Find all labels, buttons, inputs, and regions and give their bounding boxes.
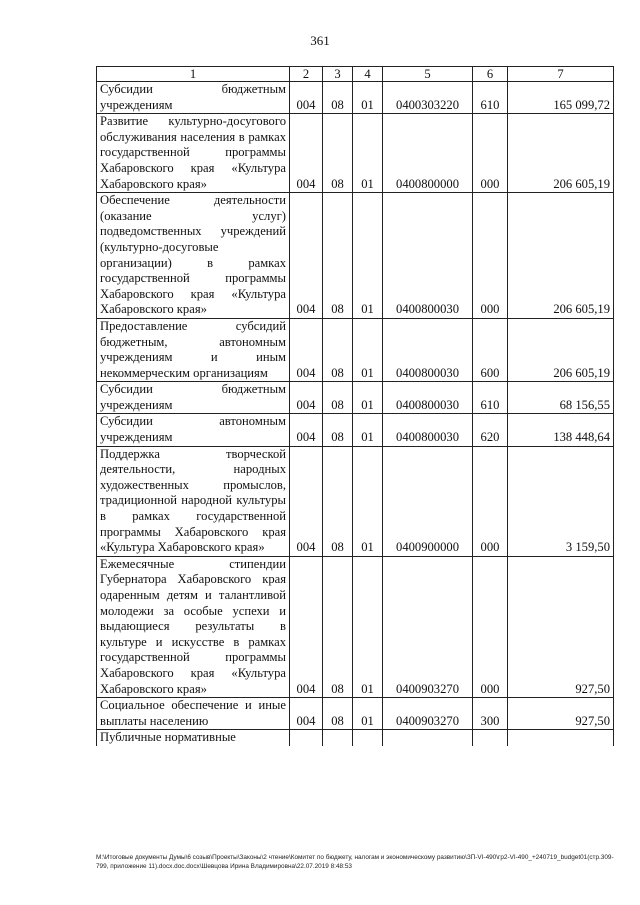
cell-target-item: 0400303220 <box>383 82 473 114</box>
cell-target-item: 0400800030 <box>383 193 473 319</box>
cell-subsection: 01 <box>353 193 383 319</box>
table-row <box>97 730 614 746</box>
row-name: Субсидии автономным учреждениям <box>97 414 290 446</box>
column-header: 1 <box>97 67 290 82</box>
cell-ministry-code: 004 <box>290 382 323 414</box>
cell-section: 08 <box>323 446 353 556</box>
row-name: Развитие культурно-досугового обслуживания населения в рамках государственной программы Хабаровского края «Культура Хабаровского края» <box>97 114 290 193</box>
table-header-row <box>97 67 614 82</box>
cell-amount: 165 099,72 <box>508 82 614 114</box>
cell-target-item: 0400800030 <box>383 318 473 381</box>
column-header: 7 <box>508 67 614 82</box>
cell-amount: 927,50 <box>508 556 614 697</box>
cell-expense-type: 610 <box>473 82 508 114</box>
cell-ministry-code: 004 <box>290 193 323 319</box>
cell-section: 08 <box>323 556 353 697</box>
row-name: Публичные нормативные <box>97 730 290 746</box>
cell-ministry-code: 004 <box>290 414 323 446</box>
cell-expense-type: 000 <box>473 114 508 193</box>
budget-table <box>96 66 614 746</box>
column-header: 3 <box>323 67 353 82</box>
cell-subsection: 01 <box>353 82 383 114</box>
cell-subsection: 01 <box>353 382 383 414</box>
cell-section: 08 <box>323 698 353 730</box>
column-header: 4 <box>353 67 383 82</box>
cell-expense-type <box>473 730 508 746</box>
cell-amount: 206 605,19 <box>508 318 614 381</box>
column-header: 5 <box>383 67 473 82</box>
row-name: Предоставление субсидий бюджетным, автономным учреждениям и иным некоммерческим организациям <box>97 318 290 381</box>
table-row <box>97 114 614 193</box>
cell-subsection: 01 <box>353 698 383 730</box>
cell-ministry-code: 004 <box>290 114 323 193</box>
document-path-footer: M:\Итоговые документы Думы\6 созыв\Проекты\Законы\2 чтение\Комитет по бюджету, налогам и экономическому развитию\ЗП-VI-490\гр2-VI-490_+240719_budget01(стр.309-799, приложение 11).docx.doc.docx\Шевцова Ирина Владимировна\22.07.2019 8:48:53 <box>96 854 614 870</box>
cell-expense-type: 610 <box>473 382 508 414</box>
cell-ministry-code: 004 <box>290 556 323 697</box>
cell-target-item: 0400800030 <box>383 382 473 414</box>
cell-subsection <box>353 730 383 746</box>
cell-ministry-code: 004 <box>290 698 323 730</box>
cell-expense-type: 300 <box>473 698 508 730</box>
cell-expense-type: 000 <box>473 556 508 697</box>
cell-expense-type: 000 <box>473 446 508 556</box>
cell-subsection: 01 <box>353 114 383 193</box>
cell-amount: 206 605,19 <box>508 193 614 319</box>
table-row <box>97 414 614 446</box>
cell-amount: 206 605,19 <box>508 114 614 193</box>
cell-subsection: 01 <box>353 414 383 446</box>
cell-section: 08 <box>323 193 353 319</box>
column-header: 2 <box>290 67 323 82</box>
row-name: Поддержка творческой деятельности, народных художественных промыслов, традиционной народной культуры в рамках государственной программы Хабаровского края «Культура Хабаровского края» <box>97 446 290 556</box>
cell-ministry-code: 004 <box>290 318 323 381</box>
cell-target-item: 0400903270 <box>383 698 473 730</box>
cell-target-item: 0400900000 <box>383 446 473 556</box>
cell-expense-type: 600 <box>473 318 508 381</box>
row-name: Субсидии бюджетным учреждениям <box>97 82 290 114</box>
cell-subsection: 01 <box>353 446 383 556</box>
cell-target-item: 0400800030 <box>383 414 473 446</box>
cell-ministry-code: 004 <box>290 82 323 114</box>
cell-target-item: 0400800000 <box>383 114 473 193</box>
cell-amount: 138 448,64 <box>508 414 614 446</box>
table-row <box>97 193 614 319</box>
cell-expense-type: 620 <box>473 414 508 446</box>
cell-section: 08 <box>323 318 353 381</box>
cell-subsection: 01 <box>353 556 383 697</box>
cell-amount: 3 159,50 <box>508 446 614 556</box>
table-row <box>97 318 614 381</box>
row-name: Социальное обеспечение и иные выплаты населению <box>97 698 290 730</box>
table-row <box>97 698 614 730</box>
cell-amount <box>508 730 614 746</box>
cell-ministry-code <box>290 730 323 746</box>
cell-target-item: 0400903270 <box>383 556 473 697</box>
cell-subsection: 01 <box>353 318 383 381</box>
cell-section: 08 <box>323 382 353 414</box>
row-name: Ежемесячные стипендии Губернатора Хабаровского края одаренным детям и талантливой молодежи за особые успехи и выдающиеся результаты в культуре и искусстве в рамках государственной программы Хабаровского края «Культура Хабаровского края» <box>97 556 290 697</box>
cell-target-item <box>383 730 473 746</box>
cell-amount: 927,50 <box>508 698 614 730</box>
page-number: 361 <box>310 33 330 48</box>
row-name: Обеспечение деятельности (оказание услуг) подведомственных учреждений (культурно-досуговые организации) в рамках государственной программы Хабаровского края «Культура Хабаровского края» <box>97 193 290 319</box>
cell-section: 08 <box>323 114 353 193</box>
table-row <box>97 446 614 556</box>
cell-section <box>323 730 353 746</box>
cell-amount: 68 156,55 <box>508 382 614 414</box>
cell-expense-type: 000 <box>473 193 508 319</box>
cell-section: 08 <box>323 82 353 114</box>
row-name: Субсидии бюджетным учреждениям <box>97 382 290 414</box>
column-header: 6 <box>473 67 508 82</box>
table-row <box>97 556 614 697</box>
table-row <box>97 82 614 114</box>
cell-ministry-code: 004 <box>290 446 323 556</box>
table-row <box>97 382 614 414</box>
cell-section: 08 <box>323 414 353 446</box>
